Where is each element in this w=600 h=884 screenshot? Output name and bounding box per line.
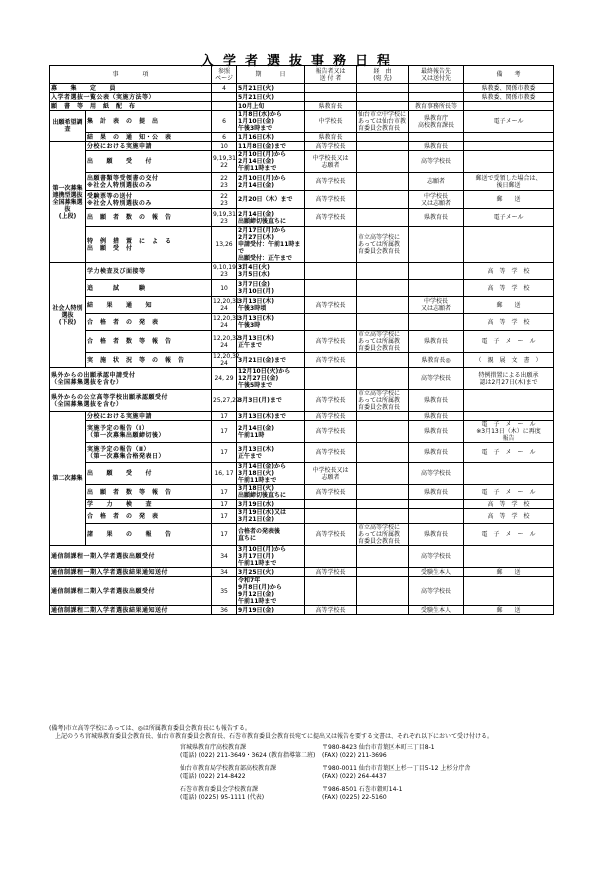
date-cell: 11月8日(金)まで [237,142,305,151]
sender-cell: 県教育長 [305,133,357,142]
final-cell: 県教育長 [409,443,464,463]
final-cell: 教育事務所長等 [409,102,464,111]
table-row [50,263,554,280]
header-item: 事 項 [50,66,212,84]
table-row [50,151,554,173]
date-cell: 10月上旬 [237,102,305,111]
via-cell: 市立高等学校に あっては所属教 育委員会教育長 [357,331,409,353]
item-cell: 願 書 等 用 紙 配 布 [50,102,212,111]
item-cell: 出願書類等受領書の交付 ※社会人特別選抜のみ [86,173,212,191]
contact-address: 〒980-0011 仙台市青葉区上杉一丁目5-12 上杉分庁舎 (FAX) (022) 264-4437 [322,765,471,780]
group-label: 出願希望調査 [50,111,86,142]
via-cell [357,577,409,606]
header-via: 経 由 (宛 先) [357,66,409,84]
sender-cell [305,93,357,102]
group-label: 第二次募集 [50,412,86,546]
contact-name: 仙台市教育局学校教育部高校教育課 (電話) (022) 214-8422 [180,765,277,780]
date-cell: 9月19日(金) [237,606,305,615]
final-cell: 高等学校長 [409,546,464,568]
table-row [50,577,554,606]
remarks-cell [464,577,554,606]
table-row [50,568,554,577]
date-cell: 2月14日(金) 午前11時 [237,421,305,443]
date-cell: 5月21日(火) [237,84,305,93]
final-cell: 県教育庁 高校教育課長 [409,111,464,133]
item-cell: 諸 果 の 報 告 [86,524,212,546]
table-row [50,314,554,331]
sender-cell [305,368,357,390]
remarks-cell: 電子メール [464,209,554,227]
item-cell: 結 果 通 知 [86,297,212,314]
remarks-cell: 電 子 メ ー ル [464,443,554,463]
page-cell: 10 [212,142,237,151]
date-cell: 合格者の発表後 直ちに [237,524,305,546]
final-cell: 県教育長 [409,331,464,353]
sender-cell: 高等学校長 [305,331,357,353]
note-line: 上記のうち宮城県教育委員会教育長、仙台市教育委員会教育長、石巻市教育委員会教育長宛てに提出又は報告を要する文書は、それぞれ以下において受け付ける。 [49,733,494,740]
sender-cell: 中学校長又は 志願者 [305,151,357,173]
sender-cell [305,500,357,509]
page-cell [212,93,237,102]
table-row [50,102,554,111]
table-row [50,463,554,485]
table-row [50,227,554,263]
page-cell: 34 [212,568,237,577]
via-cell [357,93,409,102]
table-row [50,133,554,142]
sender-cell [305,546,357,568]
page-cell: 17 [212,412,237,421]
note-line: (備考)市立高等学校にあっては、◎は所属教育委員会教育長にも報告する。 [49,725,251,732]
date-cell: 3月25日(火) [237,568,305,577]
page-cell: 6 [212,133,237,142]
final-cell: 県教育長 [409,524,464,546]
date-cell: 3月13日(木) 正午まで [237,443,305,463]
page-cell: 12,20,32 24 [213,353,240,367]
final-cell: 受験生本人 [409,606,464,615]
contacts [180,744,560,807]
remarks-cell [464,227,554,263]
item-cell: 合 格 者 数 等 報 告 [86,331,212,353]
final-cell: 県教育長 [409,412,464,421]
page-cell: 35 [212,577,237,606]
sender-cell [305,227,357,263]
page-cell: 17 [212,443,237,463]
date-cell: 3月7日(金) 3月10日(月) [237,280,305,297]
sender-cell: 高等学校長 [305,390,357,412]
date-cell: 3月19日(水) [237,500,305,509]
page-cell: 12,20,32 24 [212,331,237,353]
item-cell: 分校における実施申請 [86,142,212,151]
date-cell: 令和7年 9月8日(月)から 9月12日(金) 午前11時まで [237,577,305,606]
final-cell [409,93,464,102]
final-cell: 県教育長 [409,390,464,412]
remarks-cell [464,151,554,173]
remarks-cell: 県教委、関係市教委 [464,84,554,93]
contact-address: 〒986-8501 石巻市穀町14-1 (FAX) (0225) 22-5160 [322,786,403,801]
table-row [50,421,554,443]
final-cell: 高等学校長 [409,463,464,485]
table-row [50,209,554,227]
date-cell: 1月8日(水)から 1月10日(金) 午後3時まで [237,111,305,133]
remarks-cell: 電 子 メ ー ル [464,485,554,500]
page-cell: 10 [212,280,237,297]
via-cell [357,263,409,280]
page-cell [212,102,237,111]
page-cell: 36 [212,606,237,615]
sender-cell: 高等学校長 [305,485,357,500]
via-cell [357,191,409,209]
date-cell: 2月10日(月)から 2月14日(金) 午前11時まで [237,151,305,173]
sender-cell [305,263,357,280]
final-cell [409,500,464,509]
final-cell: 県教育長◎ [409,353,464,368]
date-cell: 12月10日(火)から 12月27日(金) 午後5時まで [237,368,305,390]
table-row [50,509,554,524]
item-cell: 特 例 措 置 に よ る 出 願 受 付 [86,227,212,263]
table-row [50,111,554,133]
table-row [50,524,554,546]
via-cell [357,421,409,443]
header-page: 参照 ページ [212,66,237,84]
remarks-cell [464,390,554,412]
item-cell: 実施予定の報告（Ⅱ） （第一次募集合格発表日） [86,443,212,463]
via-cell [357,142,409,151]
via-cell [357,280,409,297]
via-cell: 市立高等学校に あっては所属教 育委員会教育長 [357,227,409,263]
final-cell: 県教育長 [409,142,464,151]
item-cell: 入学者選抜一覧公表（実施方法等） [50,93,212,102]
date-cell: 2月20日（木）まで [237,191,305,209]
page-cell: 13,26 [212,227,237,263]
contact-name: 石巻市教育委員会学校教育課 (電話) (0225) 95-1111 (代表) [180,786,265,801]
final-cell: 高等学校長 [409,151,464,173]
remarks-cell [464,412,554,421]
via-cell [357,297,409,314]
page-cell: 4 [212,84,237,93]
table-row [50,412,554,421]
sender-cell: 高等学校長 [305,524,357,546]
table-row [50,500,554,509]
page-cell: 22 23 [212,191,237,209]
final-cell [409,314,464,331]
final-cell: 中学校長 又は志願者 [409,297,464,314]
remarks-cell [464,463,554,485]
sender-cell [305,509,357,524]
table-row [50,142,554,151]
remarks-cell: 高 等 学 校 [464,314,554,331]
sender-cell: 高等学校長 [305,209,357,227]
header-final: 最終報告先 又は送付先 [409,66,464,84]
via-cell [357,509,409,524]
sender-cell: 高等学校長 [305,353,357,368]
sender-cell: 高等学校長 [305,443,357,463]
final-cell: 県教育長 [409,421,464,443]
sender-cell [305,314,357,331]
via-cell [357,133,409,142]
item-cell: 出 願 受 付 [86,463,212,485]
date-cell: 3月3日(月)まで [237,390,305,412]
sender-cell: 高等学校長 [305,412,357,421]
remarks-cell: （ 親 展 文 書 ） [464,353,554,368]
via-cell [357,568,409,577]
via-cell [357,84,409,93]
via-cell: 仙台市立中学校に あっては仙台市教 育委員会教育長 [357,111,409,133]
date-cell: 3月13日(木) 正午まで [237,331,305,353]
page-cell: 9,19,31 22 [212,151,237,173]
item-cell: 出 願 者 数 の 報 告 [86,209,212,227]
via-cell [357,151,409,173]
sender-cell: 高等学校長 [305,297,357,314]
notes [49,725,559,741]
remarks-cell: 電 子 メ ー ル ※3月13日（木）に再度 報告 [464,421,554,443]
page-cell: 12,20,31 24 [213,315,240,329]
item-cell: 結 果 の 通 知・公 表 [86,133,212,142]
via-cell [357,314,409,331]
item-cell: 出 願 受 付 [86,151,212,173]
item-cell: 通信制課程一期入学者選抜出願受付 [50,546,212,568]
final-cell [409,227,464,263]
via-cell [357,463,409,485]
final-cell: 志願者 [409,173,464,191]
date-cell: 2月14日(金) 出願締切後直ちに [237,209,305,227]
final-cell [409,133,464,142]
remarks-cell: 高 等 学 校 [464,263,554,280]
via-cell [357,485,409,500]
contact-row [180,744,560,760]
header-sender: 報告者又は 送 付 者 [305,66,357,84]
remarks-cell: 高 等 学 校 [464,280,554,297]
table-row [50,546,554,568]
item-cell: 県外からの公立高等学校出願承認願受付 （全国募集選抜を含む） [50,390,212,412]
date-cell: 2月10日(月)から 2月14日(金) [237,173,305,191]
via-cell [357,500,409,509]
item-cell: 実 施 状 況 等 の 報 告 [86,353,212,368]
sender-cell: 高等学校長 [305,606,357,615]
remarks-cell: 郵 送 [464,568,554,577]
contact-name: 宮城県教育庁高校教育課 (電話) (022) 211-3649・3624 (教育指導第二班) [180,744,316,759]
table-header [50,66,554,84]
page-cell: 17 [212,524,237,546]
item-cell: 追 試 験 [86,280,212,297]
group-label: 第一次募集 連携型選抜 全国募集選抜 (上段) [50,142,86,263]
item-cell: 出 願 者 数 等 報 告 [86,485,212,500]
table-row [50,297,554,314]
via-cell [357,606,409,615]
table-row [50,606,554,615]
page-cell: 16, 17 [212,463,237,485]
page-cell: 9,19,31 23 [213,210,236,225]
item-cell: 合 格 者 の 発 表 [86,314,212,331]
final-cell: 高等学校長 [409,577,464,606]
contact-address: 〒980-8423 仙台市青葉区本町三丁目8-1 (FAX) (022) 211-3696 [322,744,435,759]
date-cell: 5月21日(火) [237,93,305,102]
remarks-cell [464,142,554,151]
page-cell: 12,20,31 24 [213,298,240,312]
item-cell: 募 集 定 員 [50,84,212,93]
remarks-cell: 高 等 学 校 [464,500,554,509]
via-cell: 市立高等学校に あっては所属教 育委員会教育長 [357,524,409,546]
page-cell: 6 [212,111,237,133]
date-cell: 3月14日(金)から 3月18日(火) 午前11時まで [237,463,305,485]
sender-cell [305,84,357,93]
sender-cell: 高等学校長 [305,142,357,151]
via-cell [357,173,409,191]
item-cell: 県外からの出願承認申請受付 （全国募集選抜を含む） [50,368,212,390]
page-cell: 25,27,29 [212,390,237,412]
date-cell: 3月4日(火) 3月5日(水) [237,263,305,280]
item-cell: 受験票等の送付 ※社会人特別選抜のみ [86,191,212,209]
sender-cell: 県教育長 [305,102,357,111]
date-cell: 3月10日(月)から 3月17日(月) 午前11時まで [237,546,305,568]
final-cell [409,509,464,524]
via-cell [357,353,409,368]
sender-cell [305,280,357,297]
via-cell [357,368,409,390]
date-cell: 3月13日(木) 午後3時頃 [237,297,305,314]
remarks-cell: 特例措置による出願承 認は2月27日(木)まで [464,368,554,390]
remarks-cell: 電 子 メ ー ル [464,331,554,353]
item-cell: 合 格 者 の 発 表 [86,509,212,524]
date-cell: 3月13日(木)まで [237,412,305,421]
remarks-cell: 電 子 メ ー ル [464,524,554,546]
page-title: 入学者選抜事務日程 [200,54,399,69]
date-cell: 1月16日(木) [237,133,305,142]
sender-cell: 高等学校長 [305,568,357,577]
date-cell: 3月21日(金)まで [237,353,305,368]
page-cell: 17 [212,421,237,443]
item-cell: 通信制課程一期入学者選抜結果通知送付 [50,568,212,577]
page-cell: 17 [212,509,237,524]
contact-row [180,765,560,781]
date-cell: 3月18日(火) 出願締切後直ちに [237,485,305,500]
via-cell [357,209,409,227]
group-label: 社会人特別選抜 (下段) [50,263,86,368]
table-row [50,280,554,297]
date-cell: 3月13日(木) 午後3時 [237,314,305,331]
table-row [50,173,554,191]
final-cell: 受験生本人 [409,568,464,577]
final-cell: 中学校長 又は志願者 [409,191,464,209]
page-cell: 17 [212,485,237,500]
table-row [50,443,554,463]
via-cell: 市立高等学校に あっては所属教 育委員会教育長 [357,390,409,412]
remarks-cell: 郵 送 [464,606,554,615]
remarks-cell [464,102,554,111]
date-cell: 2月17日(月)から 2月27日(木) 申請受付：午前11時まで 出願受付：正午まで [237,227,305,263]
item-cell: 集 計 表 の 提 出 [86,111,212,133]
remarks-cell: 電子メール [464,111,554,133]
sender-cell: 高等学校長 [305,421,357,443]
remarks-cell: 高 等 学 校 [464,509,554,524]
header-period: 期 日 [237,66,305,84]
sender-cell: 中学校長 [305,111,357,133]
page-cell: 9,10,19,31 23 [213,264,246,278]
date-cell: 3月19日(水)又は 3月21日(金) [237,509,305,524]
sender-cell: 高等学校長 [305,191,357,209]
item-cell: 通信制課程二期入学者選抜結果通知送付 [50,606,212,615]
page-cell: 34 [212,546,237,568]
item-cell: 分校における実施申請 [86,412,212,421]
via-cell [357,546,409,568]
table-row [50,390,554,412]
remarks-cell [464,546,554,568]
page-cell: 17 [212,500,237,509]
table-row [50,93,554,102]
via-cell [357,102,409,111]
contact-row [180,786,560,802]
remarks-cell [464,133,554,142]
page-cell: 24, 29 [212,368,237,390]
table-row [50,368,554,390]
remarks-cell: 県教委、関係市教委 [464,93,554,102]
final-cell [409,280,464,297]
item-cell: 通信制課程二期入学者選抜出願受付 [50,577,212,606]
via-cell [357,443,409,463]
item-cell: 実施予定の報告（Ⅰ） （第一次募集出願締切後） [86,421,212,443]
sender-cell: 高等学校長 [305,173,357,191]
final-cell [409,84,464,93]
table-row [50,191,554,209]
remarks-cell: 郵 送 [464,297,554,314]
table-row [50,84,554,93]
final-cell: 高等学校長 [409,368,464,390]
item-cell: 学力検査及び面接等 [86,263,212,280]
final-cell: 県教育長 [409,485,464,500]
sender-cell [305,577,357,606]
via-cell [357,412,409,421]
item-cell: 学 力 検 査 [86,500,212,509]
table-row [50,331,554,353]
final-cell: 県教育長 [409,209,464,227]
remarks-cell: 郵送で受領した場合は、 後日郵送 [464,173,554,191]
final-cell [409,263,464,280]
page-cell: 22 23 [212,173,237,191]
header-remarks: 備 考 [464,66,554,84]
table-row [50,485,554,500]
remarks-cell: 郵 送 [464,191,554,209]
sender-cell: 中学校長又は 志願者 [305,463,357,485]
table-row [50,353,554,368]
schedule-table [49,65,554,615]
